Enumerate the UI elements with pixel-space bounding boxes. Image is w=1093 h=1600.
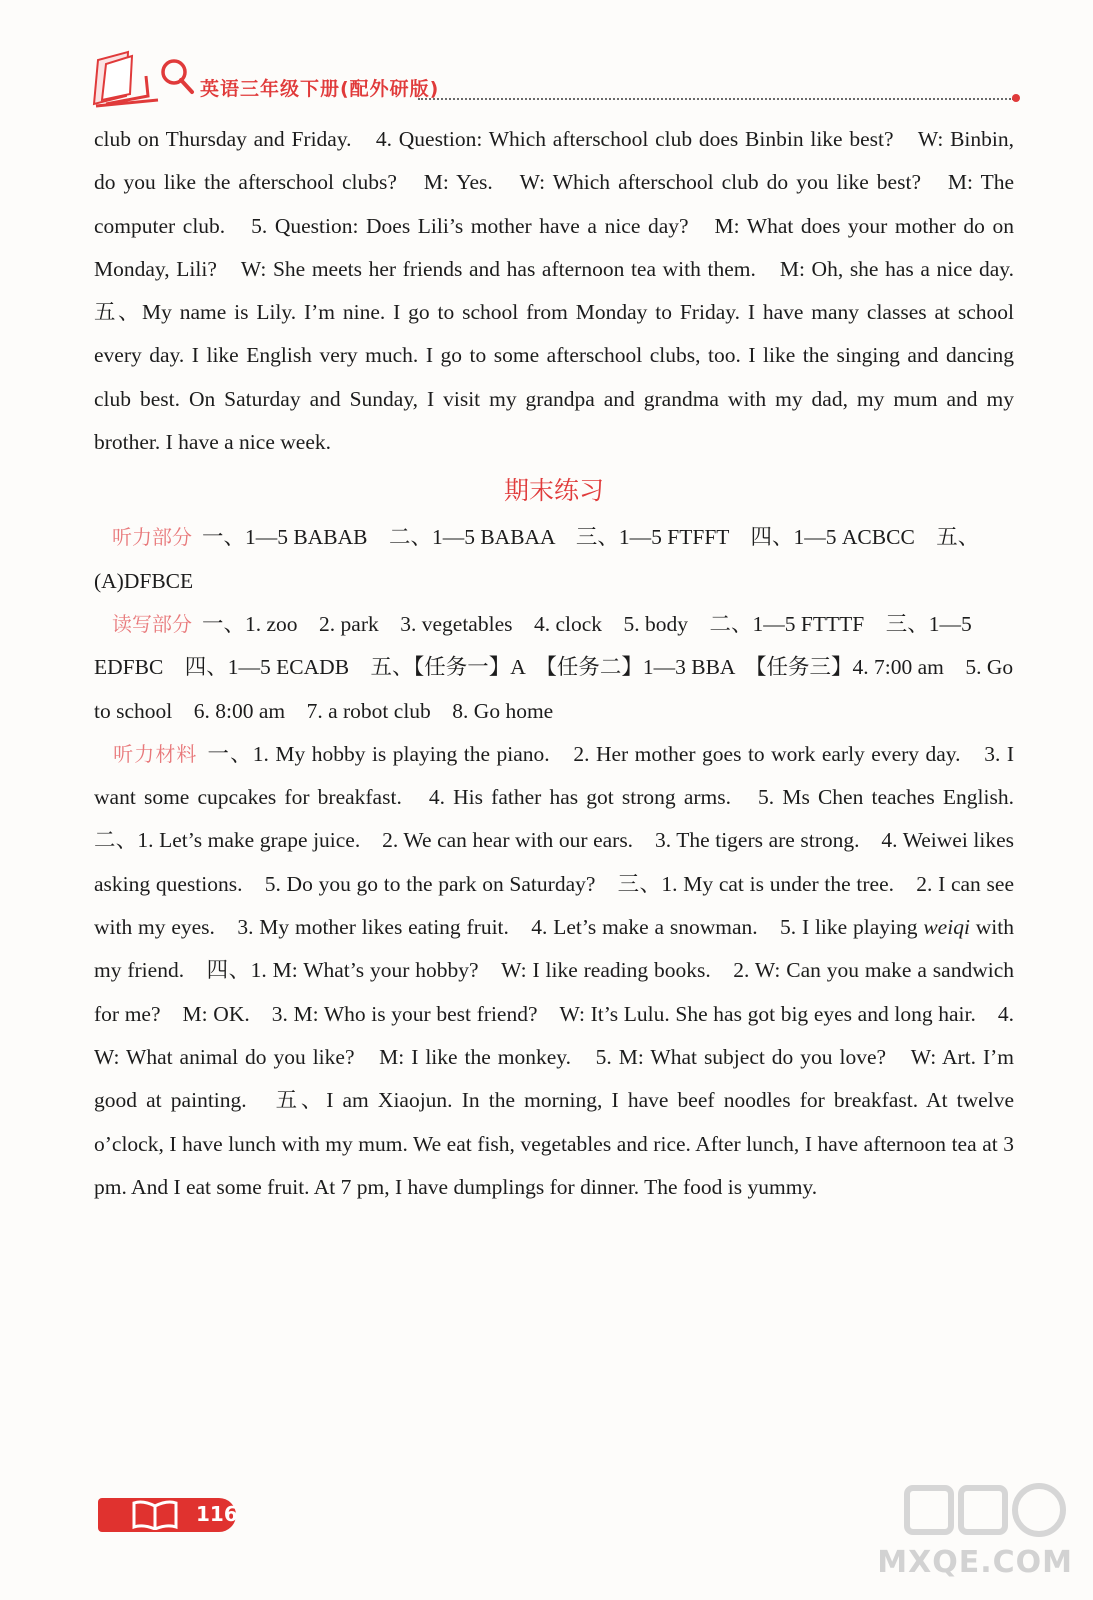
reading-writing-label: 读写部分 <box>112 611 192 636</box>
page-footer <box>98 1494 248 1534</box>
header-end-dot <box>1012 94 1020 102</box>
watermark-text: MXQE.COM <box>877 1545 1073 1580</box>
listening-material-label: 听力材料 <box>112 741 198 766</box>
listening-answers-block <box>94 516 1014 603</box>
book-title: 英语三年级下册(配外研版) <box>200 78 440 100</box>
listening-label: 听力部分 <box>112 525 192 550</box>
listening-material-text-2: with my friend. 四、1. M: What’s your hobby? W: I like reading books. 2. W: Can you make a sandwich for me? M: OK. 3. M: Who is your best friend? W: It’s Lulu. She has got big eyes and long hair. 4. W: What animal do you like? M: I like the monkey. 5. M: What subject do you love? W: Art. I’m good at painting. 五、I am Xiaojun. In the morning, I have beef noodles for breakfast. At twelve o’clock, I have lunch with my mum. We eat fish, vegetables and rice. After lunch, I have afternoon tea at 3 pm. And I eat some fruit. At 7 pm, I have dumplings for dinner. The food is yummy. <box>94 915 1014 1199</box>
main-content <box>94 118 1036 1209</box>
reading-writing-answers-block <box>94 603 1014 733</box>
reading-writing-answers: 一、1. zoo 2. park 3. vegetables 4. clock 5. body 二、1—5 FTTTF 三、1—5 EDFBC 四、1—5 ECADB 五、【任务一】A 【任务二】1—3 BBA 【任务三】4. 7:00 am 5. Go to school 6. 8:00 am 7. a robot club 8. Go home <box>94 611 1014 723</box>
book-icon <box>130 1500 180 1530</box>
listening-material-text: 一、1. My hobby is playing the piano. 2. Her mother goes to work early every day. 3. I want some cupcakes for breakfast. 4. His father has got strong arms. 5. Ms Chen teaches English. 二、1. Let’s make grape juice. 2. We can hear with our ears. 3. The tigers are strong. 4. Weiwei likes asking questions. 5. Do you go to the park on Saturday? 三、1. My cat is under the tree. 2. I can see with my eyes. 3. My mother likes eating fruit. 4. Let’s make a snowman. 5. I like playing <box>94 741 1036 940</box>
section-title: 期末练习 <box>503 476 604 506</box>
listening-material-block <box>94 733 1036 1209</box>
page-header <box>88 46 1028 112</box>
header-dotted-rule <box>418 98 1014 100</box>
page-number: 116 <box>196 1502 238 1526</box>
watermark <box>877 1478 1073 1588</box>
continued-paragraph: club on Thursday and Friday. 4. Question: Which afterschool club does Binbin like best? W: Binbin, do you like the afterschool clubs? M: Yes. W: Which afterschool club do you like best? M: The computer club. 5. Question: Does Lili’s mother have a nice day? M: What does your mother do on Monday, Lili? W: She meets her friends and has afternoon tea with them. M: Oh, she has a nice day. 五、My name is Lily. I’m nine. I go to school from Monday to Friday. I have many classes at school every day. I like English very much. I go to some afterschool clubs, too. I like the singing and dancing club best. On Saturday and Sunday, I visit my grandpa and grandma with my dad, my mum and my brother. I have a nice week. <box>94 127 1036 455</box>
listening-material-italic: weiqi <box>923 915 970 940</box>
listening-answers: 一、1—5 BABAB 二、1—5 BABAA 三、1—5 FTFFT 四、1—5 ACBCC 五、(A)DFBCE <box>94 525 980 593</box>
book-magnifier-icon <box>88 46 198 110</box>
answer-logo-icon <box>903 1478 1073 1548</box>
